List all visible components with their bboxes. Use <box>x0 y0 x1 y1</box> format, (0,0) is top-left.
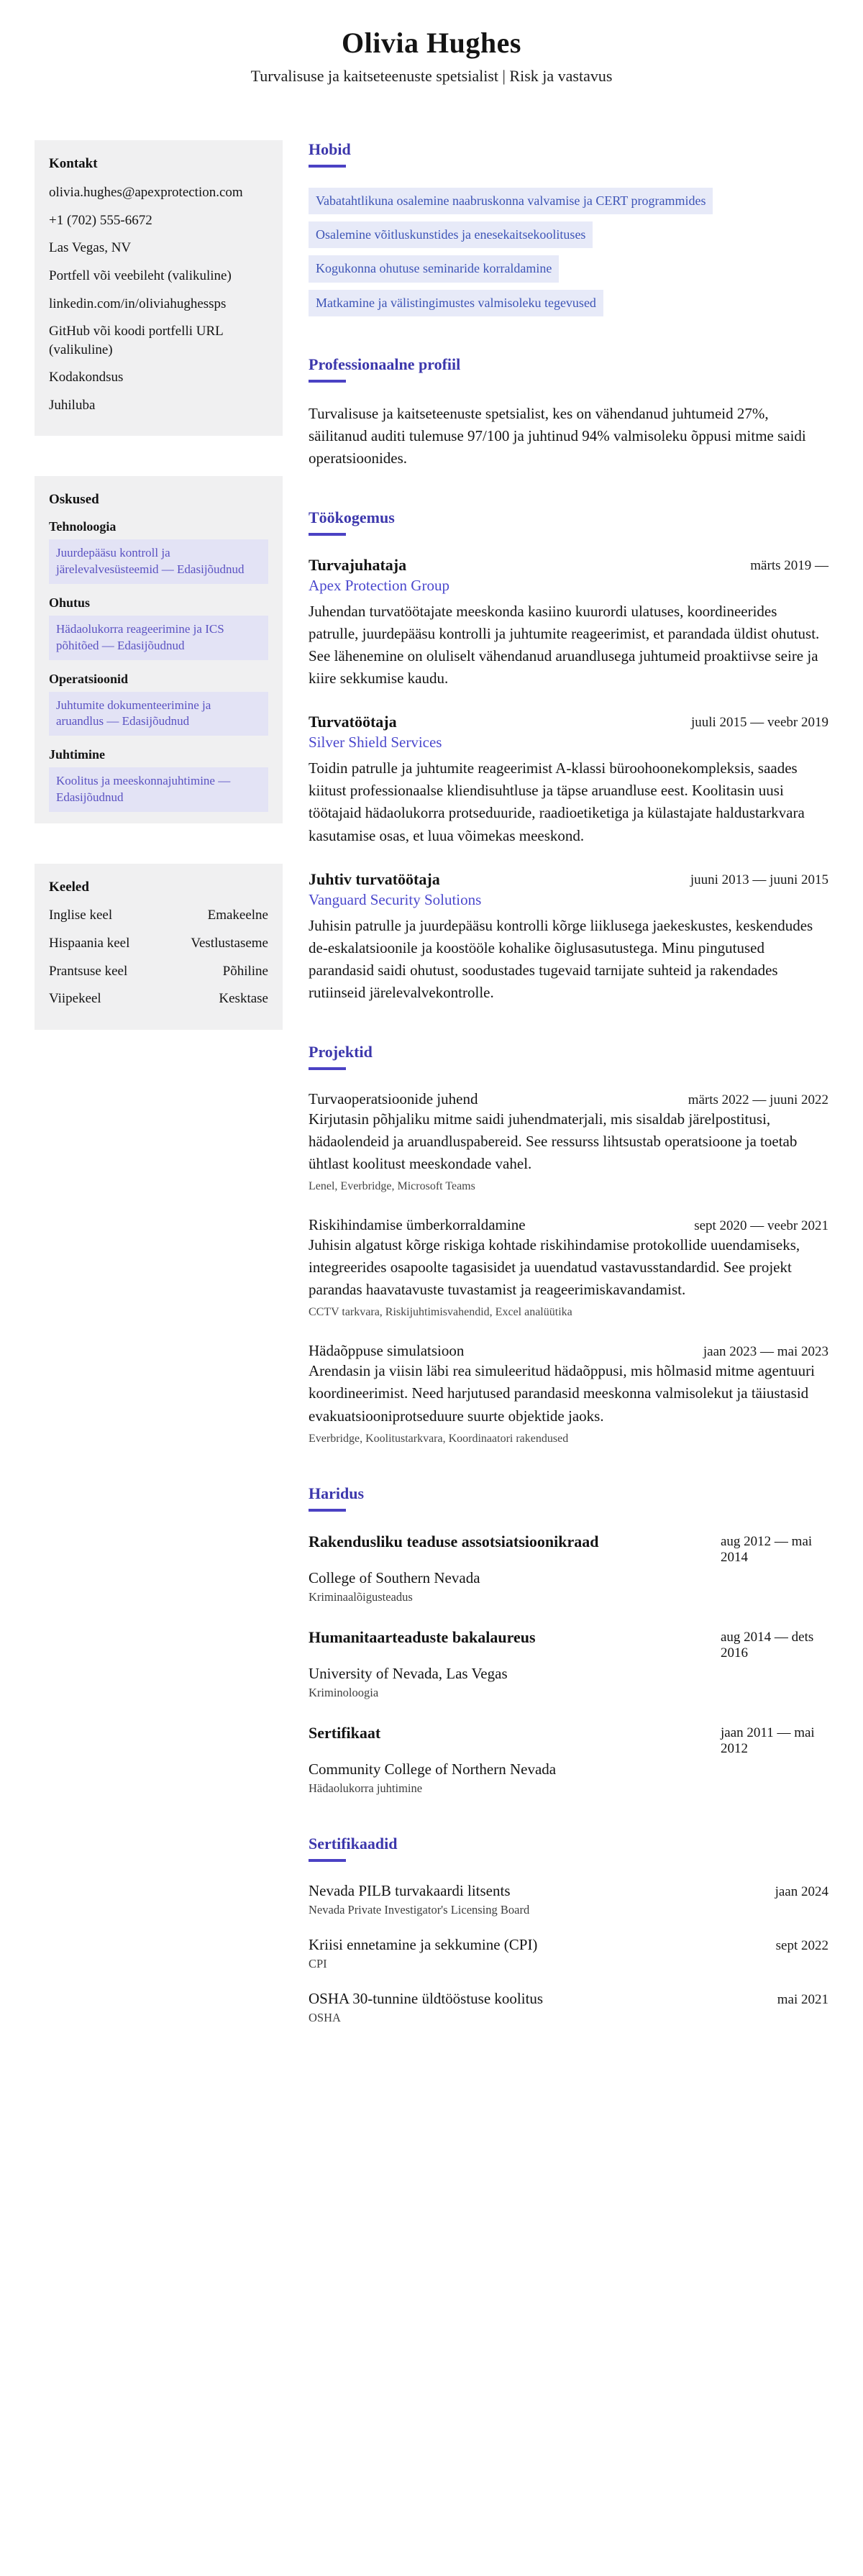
hobby-item: Vabatahtlikuna osalemine naabruskonna valvamise ja CERT programmides <box>309 188 713 214</box>
project-header <box>309 1216 828 1234</box>
project-title: Riskihindamise ümberkorraldamine <box>309 1216 526 1234</box>
education-section <box>309 1484 828 1796</box>
hobby-row <box>309 188 828 214</box>
section-rule <box>309 533 346 536</box>
education-school: Community College of Northern Nevada <box>309 1760 557 1778</box>
skill-item: Koolitus ja meeskonnajuhtimine — Edasijõudnud <box>49 767 268 812</box>
skill-item: Juhtumite dokumenteerimine ja aruandlus — Edasijõudnud <box>49 692 268 736</box>
language-name: Hispaania keel <box>49 935 130 951</box>
skill-category: Operatsioonid <box>49 671 129 686</box>
certification-entry <box>309 1882 828 1917</box>
education-entry <box>309 1532 828 1604</box>
certification-name: Kriisi ennetamine ja sekkumine (CPI) <box>309 1935 538 1953</box>
language-level: Emakeelne <box>207 908 268 923</box>
education-entry <box>309 1627 828 1700</box>
job-company: Vanguard Security Solutions <box>309 890 482 908</box>
language-level: Vestlustaseme <box>191 935 268 951</box>
languages-section <box>35 864 283 1030</box>
contact-section <box>35 140 283 436</box>
education-header <box>309 1723 828 1757</box>
hobbies-section <box>309 140 828 316</box>
hobbies-title: Hobid <box>309 140 351 158</box>
job-date: juuli 2015 — veebr 2019 <box>690 715 828 731</box>
job-header <box>309 556 828 575</box>
education-header <box>309 1627 828 1661</box>
section-rule <box>309 1509 346 1512</box>
language-name: Inglise keel <box>49 908 113 923</box>
education-header <box>309 1532 828 1566</box>
education-degree: Rakendusliku teaduse assotsiatsioonikraad <box>309 1532 599 1550</box>
job-date: märts 2019 — <box>750 557 828 573</box>
resume-page <box>35 0 828 2121</box>
project-description: Juhisin algatust kõrge riskiga kohtade riskihindamise protokollide uuendamiseks, integreerides osapoolte tagasisidet ja uuendatud vastavusstandardid. See projekt parandas haavatavuste tuvastamist ja reageerimiskavandamist. <box>309 1236 800 1299</box>
certifications-section <box>309 1835 828 2025</box>
education-school: College of Southern Nevada <box>309 1568 480 1586</box>
project-entry <box>309 1342 828 1445</box>
language-name: Viipekeel <box>49 991 101 1007</box>
contact-website: Portfell või veebileht (valikuline) <box>49 268 232 283</box>
contact-drivers-license: Juhiluba <box>49 398 96 414</box>
project-title: Turvaoperatsioonide juhend <box>309 1090 478 1107</box>
education-title: Haridus <box>309 1484 365 1502</box>
education-date: jaan 2011 — mai 2012 <box>721 1725 815 1756</box>
skill-item: Hädaolukorra reageerimine ja ICS põhitõed — Edasijõudnud <box>49 616 268 660</box>
project-date: sept 2020 — veebr 2021 <box>694 1218 828 1234</box>
contact-title: Kontakt <box>49 156 98 171</box>
language-name: Prantsuse keel <box>49 963 128 979</box>
skills-section <box>35 476 283 824</box>
hobby-row <box>309 255 828 282</box>
certification-issuer: OSHA <box>309 2010 341 2024</box>
section-rule <box>309 1067 346 1070</box>
job-title: Juhtiv turvatöötaja <box>309 869 440 888</box>
language-row <box>49 990 268 1008</box>
sidebar <box>35 140 283 1030</box>
languages-title: Keeled <box>49 880 89 895</box>
project-tools: Lenel, Everbridge, Microsoft Teams <box>309 1180 475 1193</box>
project-date: märts 2022 — juuni 2022 <box>688 1092 828 1107</box>
certification-header <box>309 1882 828 1900</box>
language-row <box>49 907 268 925</box>
hobby-item: Osalemine võitluskunstides ja enesekaitsekoolituses <box>309 221 593 248</box>
certification-entry <box>309 1990 828 2025</box>
experience-section <box>309 508 828 1004</box>
language-level: Põhiline <box>222 963 268 979</box>
projects-title: Projektid <box>309 1042 373 1061</box>
contact-email: olivia.hughes@apexprotection.com <box>49 185 243 200</box>
certification-name: OSHA 30-tunnine üldtööstuse koolitus <box>309 1989 544 2007</box>
job-header <box>309 870 828 889</box>
skill-category: Tehnoloogia <box>49 519 117 534</box>
education-degree: Humanitaarteaduste bakalaureus <box>309 1627 536 1646</box>
skill-item: Juurdepääsu kontroll ja järelevalvesüsteemid — Edasijõudnud <box>49 539 268 584</box>
contact-linkedin: linkedin.com/in/oliviahughessps <box>49 296 227 311</box>
education-date: aug 2014 — dets 2016 <box>721 1629 814 1661</box>
job-date: juuni 2013 — juuni 2015 <box>690 872 828 887</box>
job-description: Juhendan turvatöötajate meeskonda kasiino kuurordi ulatuses, koordineerides patrulle, juurdepääsu kontrolli ja juhtumite reageerimist, et parandada üldist ohutust. See lähenemine on oluliselt vähendanud aruandlusega juhtumeid proaktiivse seire ja kiire sekkumise kaudu. <box>309 602 820 688</box>
hobby-row <box>309 290 828 316</box>
job-company: Silver Shield Services <box>309 734 442 752</box>
profile-text: Turvalisuse ja kaitseteenuste spetsialist, kes on vähendanud juhtumeid 27%, säilitanud auditi tulemuse 97/100 ja juhtinud 94% valmisoleku õppusi mitme saidi operatsioonides. <box>309 404 806 467</box>
hobby-item: Kogukonna ohutuse seminaride korraldamine <box>309 255 559 282</box>
resume-header <box>35 26 828 86</box>
profile-title: Professionaalne profiil <box>309 355 461 373</box>
education-field: Kriminoloogia <box>309 1685 379 1699</box>
certification-name: Nevada PILB turvakaardi litsents <box>309 1881 511 1899</box>
projects-section <box>309 1043 828 1445</box>
section-rule <box>309 1859 346 1862</box>
skills-title: Oskused <box>49 491 99 507</box>
project-header <box>309 1090 828 1108</box>
hobby-item: Matkamine ja välistingimustes valmisoleku tegevused <box>309 290 603 316</box>
certification-entry <box>309 1936 828 1971</box>
contact-citizenship: Kodakondsus <box>49 370 124 385</box>
education-date: aug 2012 — mai 2014 <box>721 1533 813 1565</box>
content-columns <box>35 140 828 2064</box>
certification-date: jaan 2024 <box>775 1883 828 1899</box>
education-entry <box>309 1723 828 1796</box>
certification-issuer: Nevada Private Investigator's Licensing Board <box>309 1902 530 1917</box>
job-entry <box>309 556 828 690</box>
page-title: Olivia Hughes <box>342 27 521 59</box>
certifications-title: Sertifikaadid <box>309 1834 398 1853</box>
education-field: Kriminaalõigusteadus <box>309 1589 413 1604</box>
skill-category: Ohutus <box>49 595 91 610</box>
skill-category: Juhtimine <box>49 747 106 762</box>
job-entry <box>309 713 828 846</box>
certification-header <box>309 1990 828 2008</box>
project-entry <box>309 1090 828 1193</box>
job-entry <box>309 870 828 1004</box>
certification-date: mai 2021 <box>777 1991 828 2007</box>
profile-section <box>309 355 828 470</box>
language-row <box>49 935 268 953</box>
certification-header <box>309 1936 828 1954</box>
section-rule <box>309 165 346 168</box>
hobby-row <box>309 221 828 248</box>
contact-github: GitHub või koodi portfelli URL (valikuline) <box>49 324 224 357</box>
project-title: Hädaõppuse simulatsioon <box>309 1342 465 1360</box>
subtitle: Turvalisuse ja kaitseteenuste spetsialist | Risk ja vastavus <box>250 67 613 85</box>
language-row <box>49 963 268 981</box>
project-date: jaan 2023 — mai 2023 <box>703 1344 828 1360</box>
job-header <box>309 713 828 731</box>
language-level: Kesktase <box>219 991 268 1007</box>
experience-title: Töökogemus <box>309 508 395 526</box>
certification-date: sept 2022 <box>775 1937 828 1953</box>
education-degree: Sertifikaat <box>309 1723 381 1742</box>
section-rule <box>309 380 346 383</box>
job-description: Toidin patrulle ja juhtumite reageerimist A-klassi büroohoonekompleksis, saades kiitust professionaalse kliendisuhtluse ja täpse aruandluse eest. Koolitasin uusi töötajaid hädaolukorra protseduuride, raadioetiketiga ja külastajate haldustarkvara kasutamise osas, et luua võimekas meeskond. <box>309 759 805 844</box>
project-description: Kirjutasin põhjaliku mitme saidi juhendmaterjali, mis sisaldab järelpostitusi, hädaolendeid ja aruandluspabereid. See ressurss lihtsustab operatsioone ja toetab ühtlast koolitust meeskondade vahel. <box>309 1110 798 1173</box>
education-school: University of Nevada, Las Vegas <box>309 1664 508 1682</box>
contact-location: Las Vegas, NV <box>49 240 132 256</box>
job-description: Juhisin patrulle ja juurdepääsu kontrolli kõrge liiklusega jaekeskustes, keskendudes de-eskalatsioonile ja koostööle kohalike õiglusasutustega. Minu pingutused parandasid saidi ohutust, soodustades tugevaid tarnijate suhteid ja rakendades rutiinseid järelevalvekontrolle. <box>309 916 813 1001</box>
project-tools: CCTV tarkvara, Riskijuhtimisvahendid, Excel analüütika <box>309 1306 572 1319</box>
job-company: Apex Protection Group <box>309 576 449 594</box>
project-entry <box>309 1216 828 1319</box>
job-title: Turvatöötaja <box>309 713 397 731</box>
education-field: Hädaolukorra juhtimine <box>309 1781 423 1795</box>
project-header <box>309 1342 828 1360</box>
certification-issuer: CPI <box>309 1956 327 1970</box>
job-title: Turvajuhataja <box>309 555 407 574</box>
main-content <box>309 140 828 2064</box>
project-description: Arendasin ja viisin läbi rea simuleeritud hädaõppusi, mis hõlmasid mitme agentuuri koordineerimist. Need harjutused parandasid meeskonna valmisolekut ja täiustasid evakuatsiooniprotseduure suurte objektide jaoks. <box>309 1362 815 1425</box>
contact-phone: +1 (702) 555-6672 <box>49 212 152 228</box>
project-tools: Everbridge, Koolitustarkvara, Koordinaatori rakendused <box>309 1432 569 1445</box>
